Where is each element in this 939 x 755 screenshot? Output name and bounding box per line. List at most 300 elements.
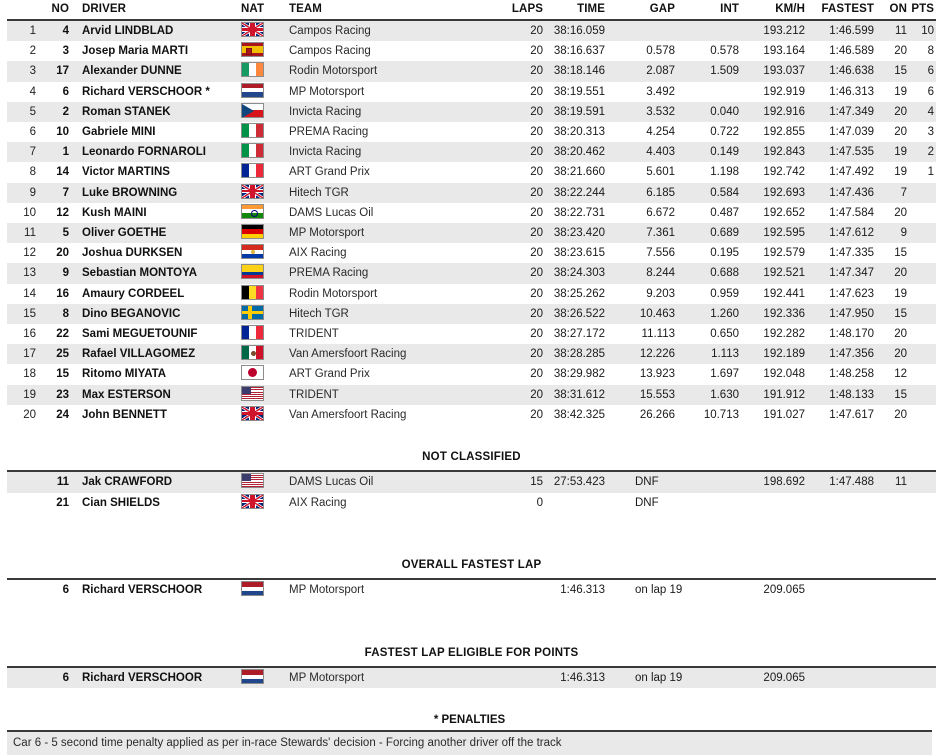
cell-laps-empty: [495, 579, 553, 600]
cell-on-lap: 20: [894, 45, 907, 58]
table-row[interactable]: [7, 364, 936, 384]
cell-position: 7: [29, 146, 36, 159]
cell-speed-kmh: 192.843: [763, 146, 805, 159]
cell-interval: 0.688: [710, 267, 739, 280]
cell-on-lap: 20: [894, 408, 907, 421]
cell-points: [911, 344, 936, 364]
table-row[interactable]: [7, 20, 936, 41]
cell-speed-kmh: [753, 493, 815, 513]
cell-speed-kmh: 191.027: [763, 408, 805, 421]
cell-car-number: 6: [62, 584, 69, 597]
cell-gap: 3.492: [646, 85, 675, 98]
section-title-not-classified: NOT CLASSIFIED: [7, 445, 936, 471]
cell-fastest-lap: 1:47.335: [829, 247, 874, 260]
column-header-gap: GAP: [625, 0, 691, 20]
cell-on-lap: 19: [894, 85, 907, 98]
column-header-laps: LAPS: [495, 0, 553, 20]
cell-points: [911, 405, 936, 425]
not-classified-section: [7, 425, 936, 471]
cell-laps-empty: [495, 667, 553, 688]
table-row[interactable]: [7, 263, 936, 283]
cell-points: [911, 223, 936, 243]
cell-nationality: [240, 579, 280, 600]
cell-time: 38:26.522: [553, 307, 605, 320]
cell-speed-kmh: 192.693: [763, 186, 805, 199]
cell-interval: [691, 471, 753, 492]
cell-on-lap: 20: [894, 328, 907, 341]
cell-fastest-lap: 1:47.492: [829, 166, 874, 179]
cell-speed-kmh: 209.065: [763, 584, 805, 597]
cell-laps: 20: [530, 267, 543, 280]
flag-icon-united-kingdom: [241, 406, 264, 421]
cell-laps: 20: [530, 328, 543, 341]
table-row[interactable]: [7, 243, 936, 263]
cell-gap: 12.226: [639, 348, 675, 361]
cell-car-number: 22: [56, 328, 69, 341]
table-row[interactable]: [7, 41, 936, 61]
cell-time: 27:53.423: [553, 476, 605, 489]
cell-points: 4: [927, 105, 934, 118]
cell-nationality: [240, 61, 280, 81]
cell-interval-empty: [691, 667, 753, 688]
cell-speed-kmh: 192.336: [763, 307, 805, 320]
cell-position: 5: [29, 105, 36, 118]
cell-points: [911, 304, 936, 324]
cell-laps: 20: [530, 85, 543, 98]
cell-team: Hitech TGR: [289, 186, 349, 199]
cell-time: 38:18.146: [553, 65, 605, 78]
cell-speed-kmh: 193.212: [763, 25, 805, 37]
flag-icon-netherlands: [241, 83, 264, 98]
cell-laps: 20: [530, 186, 543, 199]
column-header-int: INT: [691, 0, 753, 20]
cell-driver-name: Rafael VILLAGOMEZ: [82, 348, 196, 361]
cell-time: 38:21.660: [553, 166, 605, 179]
cell-team: TRIDENT: [289, 328, 339, 341]
cell-gap: 6.185: [646, 186, 675, 199]
cell-points: [911, 183, 936, 203]
cell-position: 12: [23, 247, 36, 260]
table-row[interactable]: [7, 122, 936, 142]
cell-interval: 0.959: [710, 287, 739, 300]
cell-position: 14: [23, 287, 36, 300]
cell-speed-kmh: 192.855: [763, 126, 805, 139]
cell-team: MP Motorsport: [289, 85, 365, 98]
cell-speed-kmh: 192.282: [763, 328, 805, 341]
cell-nationality: [240, 324, 280, 344]
penalty-note-text: Car 6 - 5 second time penalty applied as per in-race Stewards' decision - Forcing another driver off the track: [7, 732, 932, 755]
table-row[interactable]: [7, 344, 936, 364]
cell-speed-kmh: 198.692: [763, 476, 805, 489]
cell-position: 6: [29, 126, 36, 139]
cell-time: 38:23.615: [553, 247, 605, 260]
cell-on-lap: 15: [894, 307, 907, 320]
cell-gap: [625, 20, 691, 41]
cell-time: 38:19.591: [553, 105, 605, 118]
cell-time: 38:16.637: [553, 45, 605, 58]
cell-laps: 20: [530, 65, 543, 78]
column-header-driver: DRIVER: [75, 0, 240, 20]
cell-on-lap: 19: [894, 166, 907, 179]
cell-car-number: 21: [56, 496, 69, 509]
cell-points: [911, 243, 936, 263]
cell-time: 38:23.420: [553, 227, 605, 240]
table-row[interactable]: [7, 61, 936, 81]
cell-team: ART Grand Prix: [289, 368, 370, 381]
cell-team: Van Amersfoort Racing: [289, 348, 407, 361]
penalties-spacer: [0, 688, 939, 714]
cell-car-number: 4: [62, 25, 69, 37]
cell-on-lap-text: on lap 19: [635, 584, 683, 597]
cell-speed-kmh: 193.037: [763, 65, 805, 78]
cell-position: 11: [24, 227, 36, 240]
cell-laps: 20: [530, 307, 543, 320]
cell-fastest-lap: 1:47.436: [829, 186, 874, 199]
cell-speed-kmh: 192.919: [763, 85, 805, 98]
cell-points: [911, 385, 936, 405]
cell-team: Rodin Motorsport: [289, 65, 378, 78]
cell-interval: 1.630: [710, 388, 739, 401]
cell-time: 38:31.612: [553, 388, 605, 401]
cell-driver-name: Amaury CORDEEL: [82, 287, 185, 300]
cell-points-empty: [911, 579, 936, 600]
cell-interval: 0.722: [710, 126, 739, 139]
cell-laps: 20: [530, 126, 543, 139]
cell-laps: 20: [530, 408, 543, 421]
cell-fastest-empty: [815, 579, 881, 600]
cell-speed-kmh: 192.579: [763, 247, 805, 260]
flag-icon-netherlands: [241, 581, 264, 596]
column-header-team: TEAM: [280, 0, 495, 20]
cell-status: DNF: [635, 476, 659, 489]
section-title-penalties: * PENALTIES: [433, 714, 506, 727]
cell-car-number: 9: [62, 267, 69, 280]
cell-laps: 20: [530, 45, 543, 58]
fastest-lap-row[interactable]: [7, 667, 936, 688]
flag-icon-italy: [241, 143, 264, 158]
cell-gap: 7.556: [646, 247, 675, 260]
flag-icon-ireland: [241, 62, 264, 77]
cell-fastest-lap: 1:46.638: [829, 65, 874, 78]
cell-fastest-empty: [815, 667, 881, 688]
cell-interval: 1.113: [711, 348, 739, 361]
flag-icon-spain: [241, 42, 264, 57]
cell-speed-kmh: 192.521: [763, 267, 805, 280]
cell-car-number: 24: [56, 408, 69, 421]
cell-on-lap: [881, 493, 911, 513]
cell-gap: 13.923: [639, 368, 675, 381]
cell-position: 1: [29, 25, 36, 37]
flag-icon-italy: [241, 123, 264, 138]
cell-driver-name: Kush MAINI: [82, 206, 147, 219]
cell-fastest-lap: 1:47.612: [829, 227, 874, 240]
fastest-lap-row[interactable]: [7, 579, 936, 600]
cell-car-number: 15: [56, 368, 69, 381]
cell-on-lap: 15: [894, 65, 907, 78]
column-header-on: ON: [881, 0, 911, 20]
cell-nationality: [240, 102, 280, 122]
cell-fastest-lap: [815, 493, 881, 513]
cell-driver-name: Josep Maria MARTI: [82, 45, 189, 58]
cell-speed-kmh: 209.065: [763, 672, 805, 685]
table-header: [7, 0, 936, 20]
overall-fastest-lap-section: [7, 513, 936, 580]
column-header-nat: NAT: [240, 0, 280, 20]
cell-position-empty: [7, 579, 43, 600]
section-title-fastest-lap-eligible: FASTEST LAP ELIGIBLE FOR POINTS: [7, 641, 936, 667]
cell-team: PREMA Racing: [289, 267, 369, 280]
classified-results-body: [7, 20, 936, 425]
cell-points: 2: [927, 146, 934, 159]
table-row[interactable]: [7, 183, 936, 203]
cell-position-empty: [7, 667, 43, 688]
cell-time: 38:28.285: [553, 348, 605, 361]
cell-position: 17: [23, 348, 36, 361]
cell-interval: 0.195: [710, 247, 739, 260]
cell-nationality: [240, 405, 280, 425]
cell-driver-name: Sebastian MONTOYA: [82, 267, 198, 280]
flag-icon-usa: [241, 473, 264, 488]
cell-team: Van Amersfoort Racing: [289, 408, 407, 421]
cell-car-number: 10: [56, 126, 69, 139]
cell-points: 6: [927, 85, 934, 98]
cell-nationality: [240, 385, 280, 405]
column-header-pts: PTS: [911, 0, 936, 20]
table-row[interactable]: [7, 385, 936, 405]
table-row[interactable]: [7, 102, 936, 122]
table-row[interactable]: [7, 203, 936, 223]
cell-team: AIX Racing: [289, 247, 347, 260]
cell-points: [911, 471, 936, 492]
cell-gap: 15.553: [639, 388, 675, 401]
table-row[interactable]: [7, 324, 936, 344]
cell-interval: 0.578: [710, 45, 739, 58]
cell-laps: 20: [530, 25, 543, 37]
cell-fastest-lap: 1:47.039: [829, 126, 874, 139]
not-classified-body: [7, 471, 936, 512]
cell-time: 38:25.262: [553, 287, 605, 300]
cell-driver-name: Luke BROWNING: [82, 186, 178, 199]
cell-position-empty: [7, 471, 43, 492]
table-row[interactable]: [7, 405, 936, 425]
cell-laps: 20: [530, 287, 543, 300]
cell-car-number: 20: [56, 247, 69, 260]
cell-on-lap: 15: [894, 247, 907, 260]
cell-fastest-lap: 1:46.313: [829, 85, 874, 98]
cell-on-lap: 20: [894, 126, 907, 139]
cell-speed-kmh: 192.441: [763, 287, 805, 300]
cell-points: [911, 364, 936, 384]
cell-on-lap: 20: [894, 348, 907, 361]
penalties-section: [7, 714, 932, 755]
flag-icon-united-kingdom: [241, 22, 264, 37]
table-row[interactable]: [7, 162, 936, 182]
cell-gap: 26.266: [639, 408, 675, 421]
cell-on-lap: 15: [894, 388, 907, 401]
cell-fastest-lap-time: 1:46.313: [560, 672, 605, 685]
cell-fastest-lap: 1:47.488: [829, 476, 874, 489]
table-row[interactable]: [7, 284, 936, 304]
cell-on-lap-text: on lap 19: [635, 672, 683, 685]
flag-icon-united-kingdom: [241, 494, 264, 509]
cell-car-number: 5: [62, 227, 69, 240]
flag-icon-germany: [241, 224, 264, 239]
table-row[interactable]: [7, 142, 936, 162]
cell-interval: 1.260: [710, 307, 739, 320]
cell-speed-kmh: 192.652: [763, 206, 805, 219]
cell-points: 1: [927, 166, 934, 179]
cell-interval: [691, 493, 753, 513]
cell-driver-name: Victor MARTINS: [82, 166, 170, 179]
cell-team: Hitech TGR: [289, 307, 349, 320]
cell-car-number: 23: [56, 388, 69, 401]
cell-position: 8: [29, 166, 36, 179]
cell-laps: 0: [536, 496, 543, 509]
cell-car-number: 6: [62, 85, 69, 98]
cell-gap: 8.244: [646, 267, 675, 280]
cell-on-empty: [881, 667, 911, 688]
cell-driver-name: Joshua DURKSEN: [82, 247, 183, 260]
cell-driver-name: Jak CRAWFORD: [82, 476, 173, 489]
cell-gap: 5.601: [646, 166, 675, 179]
cell-car-number: 11: [56, 476, 69, 489]
flag-icon-netherlands: [241, 669, 264, 684]
cell-driver-name: Sami MEGUETOUNIF: [82, 328, 198, 341]
not-classified-row[interactable]: [7, 471, 936, 492]
cell-driver-name: Richard VERSCHOOR: [82, 672, 203, 685]
cell-interval: 1.198: [710, 166, 739, 179]
column-header-no: NO: [43, 0, 75, 20]
cell-nationality: [240, 82, 280, 102]
cell-on-lap: 19: [894, 287, 907, 300]
cell-driver-name: Arvid LINDBLAD: [82, 25, 174, 37]
cell-driver-name: Richard VERSCHOOR *: [82, 85, 210, 98]
cell-team: Campos Racing: [289, 25, 371, 37]
cell-time: 38:16.059: [553, 25, 605, 37]
cell-gap: 4.403: [646, 146, 675, 159]
fastest-lap-eligible-body: [7, 667, 936, 688]
table-row[interactable]: [7, 304, 936, 324]
cell-car-number: 3: [62, 45, 69, 58]
cell-nationality: [240, 142, 280, 162]
cell-car-number: 16: [56, 287, 69, 300]
table-row[interactable]: [7, 223, 936, 243]
cell-interval: 0.650: [710, 328, 739, 341]
cell-gap: 6.672: [646, 206, 675, 219]
cell-speed-kmh: 192.916: [763, 105, 805, 118]
cell-team: MP Motorsport: [289, 227, 365, 240]
flag-icon-paraguay: [241, 244, 264, 259]
cell-interval: 0.584: [710, 186, 739, 199]
cell-speed-kmh: 192.048: [763, 368, 805, 381]
cell-car-number: 8: [62, 307, 69, 320]
cell-position: 10: [23, 206, 36, 219]
cell-nationality: [240, 284, 280, 304]
cell-interval: 0.040: [710, 105, 739, 118]
cell-time: 38:29.982: [553, 368, 605, 381]
cell-position: 2: [29, 45, 36, 58]
cell-nationality: [240, 223, 280, 243]
cell-time: 38:20.313: [553, 126, 605, 139]
cell-time: 38:22.244: [553, 186, 605, 199]
cell-laps: 20: [530, 146, 543, 159]
cell-on-lap: 11: [895, 25, 907, 37]
cell-gap: 3.532: [646, 105, 675, 118]
cell-interval: 1.697: [710, 368, 739, 381]
cell-time: 38:19.551: [553, 85, 605, 98]
cell-car-number: 6: [62, 672, 69, 685]
cell-position-empty: [7, 493, 43, 513]
flag-icon-usa: [241, 386, 264, 401]
cell-nationality: [240, 122, 280, 142]
cell-car-number: 2: [62, 105, 69, 118]
flag-icon-sweden: [241, 305, 264, 320]
cell-fastest-lap: 1:47.347: [829, 267, 874, 280]
table-row[interactable]: [7, 82, 936, 102]
cell-on-lap: 20: [894, 105, 907, 118]
cell-driver-name: John BENNETT: [82, 408, 167, 421]
flag-icon-colombia: [241, 264, 264, 279]
cell-gap: 7.361: [646, 227, 675, 240]
cell-driver-name: Richard VERSCHOOR: [82, 584, 203, 597]
cell-position: 16: [23, 328, 36, 341]
cell-gap: 0.578: [646, 45, 675, 58]
cell-on-lap: 11: [895, 476, 907, 489]
cell-laps: 20: [530, 388, 543, 401]
cell-driver-name: Cian SHIELDS: [82, 496, 160, 509]
cell-car-number: 25: [56, 348, 69, 361]
cell-points: 8: [927, 45, 934, 58]
cell-laps: 20: [530, 105, 543, 118]
flag-icon-france: [241, 325, 264, 340]
cell-points: 6: [927, 65, 934, 78]
cell-interval: 0.689: [710, 227, 739, 240]
cell-points: [911, 203, 936, 223]
flag-icon-mexico: [241, 345, 264, 360]
overall-fastest-lap-body: [7, 579, 936, 600]
cell-laps: 20: [530, 206, 543, 219]
cell-gap: 11.113: [641, 328, 675, 341]
flag-icon-czech-republic: [241, 103, 264, 118]
cell-time: [553, 493, 625, 513]
cell-nationality: [240, 162, 280, 182]
cell-on-empty: [881, 579, 911, 600]
cell-driver-name: Max ESTERSON: [82, 388, 171, 401]
cell-speed-kmh: 192.595: [763, 227, 805, 240]
cell-driver-name: Dino BEGANOVIC: [82, 307, 181, 320]
cell-interval-empty: [691, 579, 753, 600]
cell-nationality: [240, 203, 280, 223]
flag-icon-belgium: [241, 285, 264, 300]
cell-interval: [691, 20, 753, 41]
cell-time: 38:27.172: [553, 328, 605, 341]
cell-nationality: [240, 304, 280, 324]
cell-fastest-lap: 1:47.617: [829, 408, 874, 421]
cell-interval: 1.509: [710, 65, 739, 78]
cell-on-lap: 19: [894, 146, 907, 159]
cell-speed-kmh: 192.742: [763, 166, 805, 179]
flag-icon-india: [241, 204, 264, 219]
cell-position: 20: [23, 408, 36, 421]
cell-fastest-lap: 1:47.349: [829, 105, 874, 118]
cell-speed-kmh: 193.164: [763, 45, 805, 58]
cell-on-lap: 12: [894, 368, 907, 381]
cell-points: [911, 493, 936, 513]
fastest-lap-eligible-section: [7, 601, 936, 668]
not-classified-row[interactable]: [7, 493, 936, 513]
cell-fastest-lap: 1:47.584: [829, 206, 874, 219]
cell-position: 18: [23, 368, 36, 381]
